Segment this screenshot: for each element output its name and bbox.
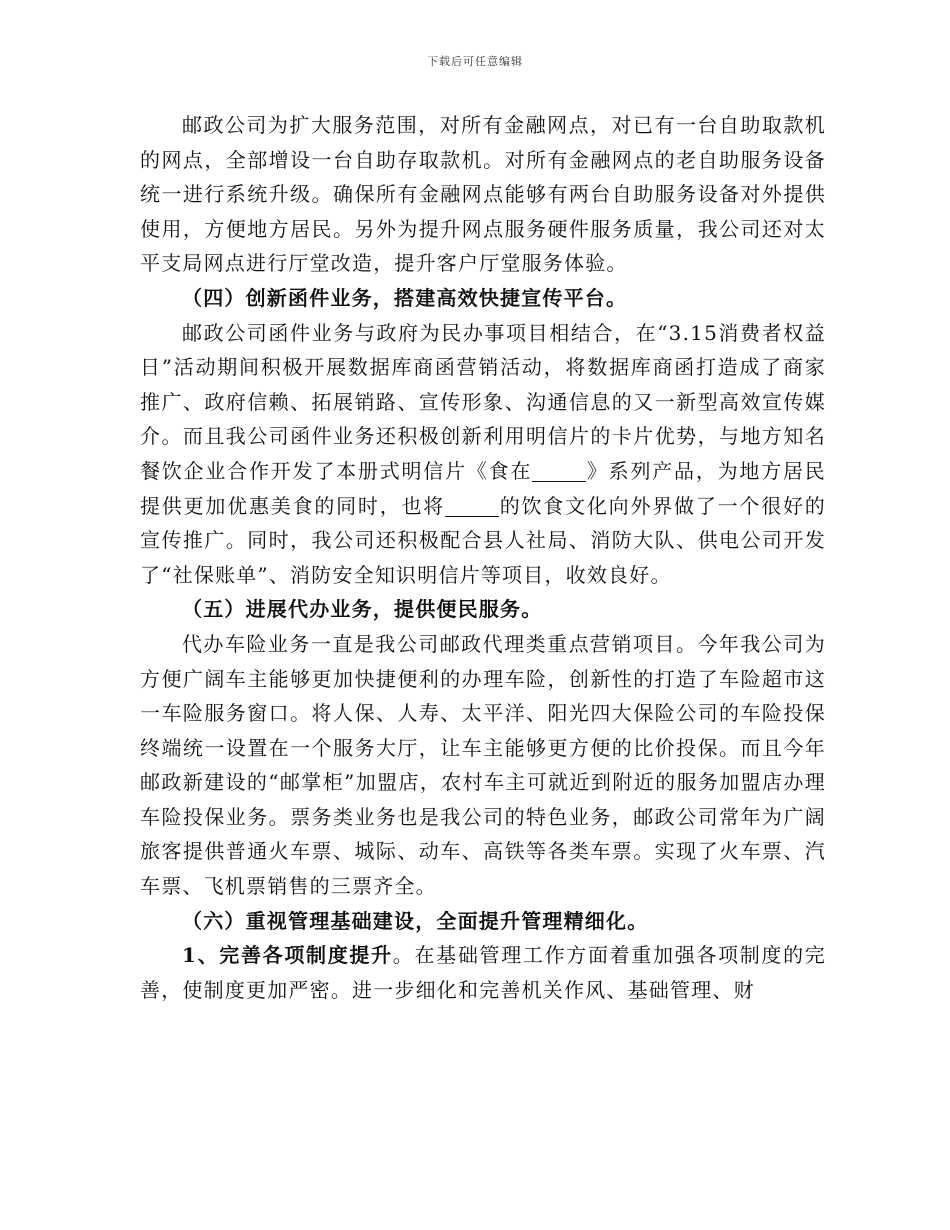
fill-blank: [532, 461, 586, 482]
paragraph-management: [140, 938, 826, 1007]
section-heading-6: （六）重视管理基础建设，全面提升管理精细化。: [182, 908, 649, 933]
paragraph-text: 。在基础管理工作方面着重加强各项制度的完善，使制度更加严密。进一步细化和完善机关作风、基础管理、财: [140, 943, 827, 1002]
page-header: 下载后可任意编辑: [427, 55, 523, 68]
paragraph-mail-business: [140, 316, 826, 593]
paragraph-agency-business: 代办车险业务一直是我公司邮政代理类重点营销项目。今年我公司为方便广阔车主能够更加快捷便利的办理车险，创新性的打造了车险超市这一车险服务窗口。将人保、人寿、太平洋、阳光四大保险公司的车险投保终端统一设置在一个服务大厅，让车主能够更方便的比价投保。而且今年邮政新建设的“邮掌柜”加盟店，农村车主可就近到附近的服务加盟店办理车险投保业务。票务类业务也是我公司的特色业务，邮政公司常年为广阔旅客提供普通火车票、城际、动车、高铁等各类车票。实现了火车票、汽车票、飞机票销售的三票齐全。: [140, 631, 826, 899]
subheading-inline: 1、完善各项制度提升: [182, 943, 393, 968]
section-heading-4: （四）创新函件业务，搭建高效快捷宣传平台。: [182, 285, 628, 310]
fill-blank: [445, 496, 499, 517]
paragraph-text: 邮政公司函件业务与政府为民办事项目相结合，在“3.15消费者权益日”活动期间积极开展数据库商函营销活动，将数据库商函打造成了商家推广、政府信赖、拓展销路、宣传形象、沟通信息的又一新型高效宣传媒介。而且我公司函件业务还积极创新利用明信片的卡片优势，与地方知名餐饮企业合作开发了本册式明信片《食在: [140, 320, 826, 483]
paragraph-text: 的饮食文化向外界做了一个很好的宣传推广。同时，我公司还积极配合县人社局、消防大队、供电公司开发了“社保账单”、消防安全知识明信片等项目，收效良好。: [140, 493, 826, 587]
paragraph-self-service: 邮政公司为扩大服务范围，对所有金融网点，对已有一台自助取款机的网点，全部增设一台自助存取款机。对所有金融网点的老自助服务设备统一进行系统升级。确保所有金融网点能够有两台自助服务设备对外提供使用，方便地方居民。另外为提升网点服务硬件服务质量，我公司还对太平支局网点进行厅堂改造，提升客户厅堂服务体验。: [140, 113, 826, 276]
document-body: [140, 108, 826, 1007]
paragraph-text: 》系列产品，为地方居民提供更加优惠美食的同时，也将: [140, 458, 827, 518]
section-heading-5: （五）进展代办业务，提供便民服务。: [182, 597, 543, 622]
